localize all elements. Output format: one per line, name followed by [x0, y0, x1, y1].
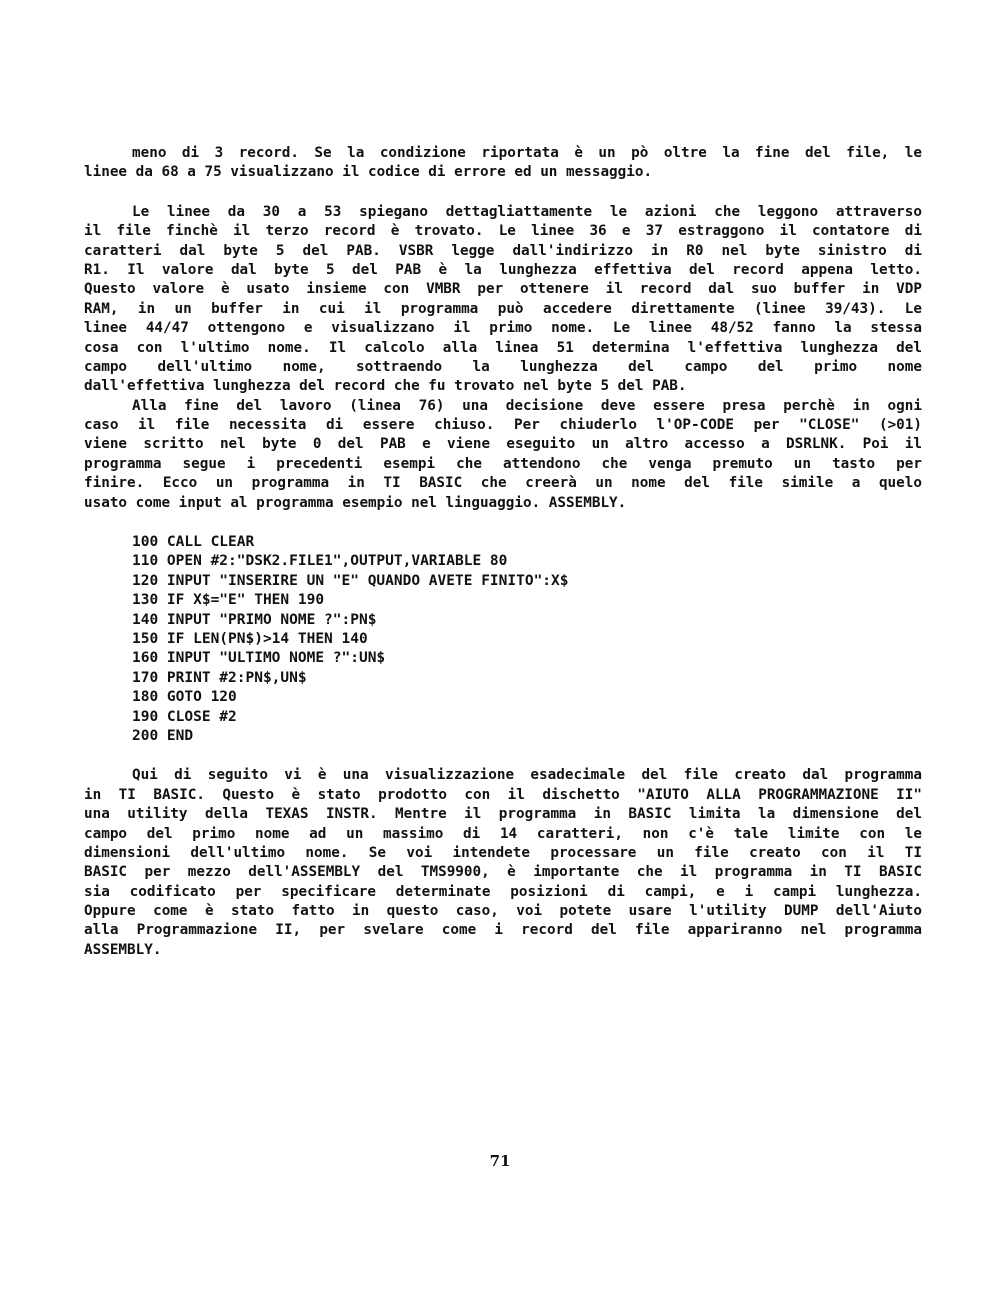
text-line: sia codificato per specificare determinate posizioni di campi, e i campi lunghezza.: [84, 883, 922, 900]
page-body: [84, 144, 922, 960]
paragraph-4: [84, 766, 922, 960]
text-line: una utility della TEXAS INSTR. Mentre il programma in BASIC limita la dimensione del: [84, 806, 922, 823]
text-line: linee da 68 a 75 visualizzano il codice di errore ed un messaggio.: [84, 164, 653, 181]
text-line: il file finchè il terzo record è trovato. Le linee 36 e 37 estraggono il contatore di: [84, 223, 922, 240]
text-line: Alla fine del lavoro (linea 76) una decisione deve essere presa perchè in ogni: [132, 397, 922, 414]
basic-code-listing: [84, 533, 922, 746]
code-line: 170 PRINT #2:PN$,UN$: [132, 669, 307, 686]
code-line: 200 END: [132, 727, 194, 744]
text-line: alla Programmazione II, per svelare come i record del file appariranno nel programma: [84, 922, 922, 939]
code-line: 190 CLOSE #2: [132, 708, 237, 725]
code-line: 120 INPUT "INSERIRE UN "E" QUANDO AVETE FINITO":X$: [132, 572, 569, 589]
text-line: ASSEMBLY.: [84, 941, 162, 958]
text-line: meno di 3 record. Se la condizione riportata è un pò oltre la fine del file, le: [132, 145, 922, 161]
text-line: Questo valore è usato insieme con VMBR per ottenere il record dal suo buffer in VDP: [84, 281, 922, 298]
text-line: campo del primo nome ad un massimo di 14 caratteri, non c'è tale limite con le: [84, 825, 922, 842]
text-line: Qui di seguito vi è una visualizzazione esadecimale del file creato dal programma: [132, 767, 922, 784]
code-line: 150 IF LEN(PN$)>14 THEN 140: [132, 630, 368, 647]
text-line: usato come input al programma esempio nel linguaggio. ASSEMBLY.: [84, 494, 627, 511]
text-line: BASIC per mezzo dell'ASSEMBLY del TMS9900, è importante che il programma in TI BASIC: [84, 864, 922, 881]
code-line: 180 GOTO 120: [132, 689, 237, 706]
text-line: finire. Ecco un programma in TI BASIC che creerà un nome del file simile a quelo: [84, 475, 922, 492]
text-line: linee 44/47 ottengono e visualizzano il primo nome. Le linee 48/52 fanno la stessa: [84, 320, 922, 337]
page-number: 71: [489, 1152, 511, 1170]
code-line: 130 IF X$="E" THEN 190: [132, 592, 325, 609]
text-line: dimensioni dell'ultimo nome. Se voi intendete processare un file creato con il TI: [84, 844, 922, 861]
paragraph-1: [84, 144, 922, 183]
paragraph-gap: [84, 183, 922, 203]
text-line: viene scritto nel byte 0 del PAB e viene eseguito un altro accesso a DSRLNK. Poi il: [84, 436, 922, 453]
paragraph-2: [84, 203, 922, 397]
text-line: cosa con l'ultimo nome. Il calcolo alla linea 51 determina l'effettiva lunghezza del: [84, 339, 922, 356]
text-line: caso il file necessita di essere chiuso. Per chiuderlo l'OP-CODE per "CLOSE" (>01): [84, 417, 922, 434]
text-line: RAM, in un buffer in cui il programma può accedere direttamente (linee 39/43). Le: [84, 300, 922, 317]
text-line: Le linee da 30 a 53 spiegano dettagliattamente le azioni che leggono attraverso: [132, 203, 922, 220]
paragraph-3: [84, 397, 922, 513]
code-line: 100 CALL CLEAR: [132, 534, 255, 551]
text-line: in TI BASIC. Questo è stato prodotto con il dischetto "AIUTO ALLA PROGRAMMAZIONE II": [84, 786, 922, 803]
text-line: campo dell'ultimo nome, sottraendo la lunghezza del campo del primo nome: [84, 358, 922, 375]
text-line: dall'effettiva lunghezza del record che fu trovato nel byte 5 del PAB.: [84, 378, 687, 395]
code-line: 160 INPUT "ULTIMO NOME ?":UN$: [132, 650, 386, 667]
code-line: 110 OPEN #2:"DSK2.FILE1",OUTPUT,VARIABLE 80: [132, 553, 508, 570]
text-line: programma segue i precedenti esempi che attendono che venga premuto un tasto per: [84, 455, 922, 472]
paragraph-gap: [84, 513, 922, 533]
paragraph-gap: [84, 746, 922, 766]
text-line: Oppure come è stato fatto in questo caso, voi potete usare l'utility DUMP dell'Aiuto: [84, 903, 922, 920]
text-line: caratteri dal byte 5 del PAB. VSBR legge dall'indirizzo in R0 nel byte sinistro di: [84, 242, 922, 259]
code-line: 140 INPUT "PRIMO NOME ?":PN$: [132, 611, 377, 628]
text-line: R1. Il valore dal byte 5 del PAB è la lunghezza effettiva del record appena letto.: [84, 261, 922, 278]
